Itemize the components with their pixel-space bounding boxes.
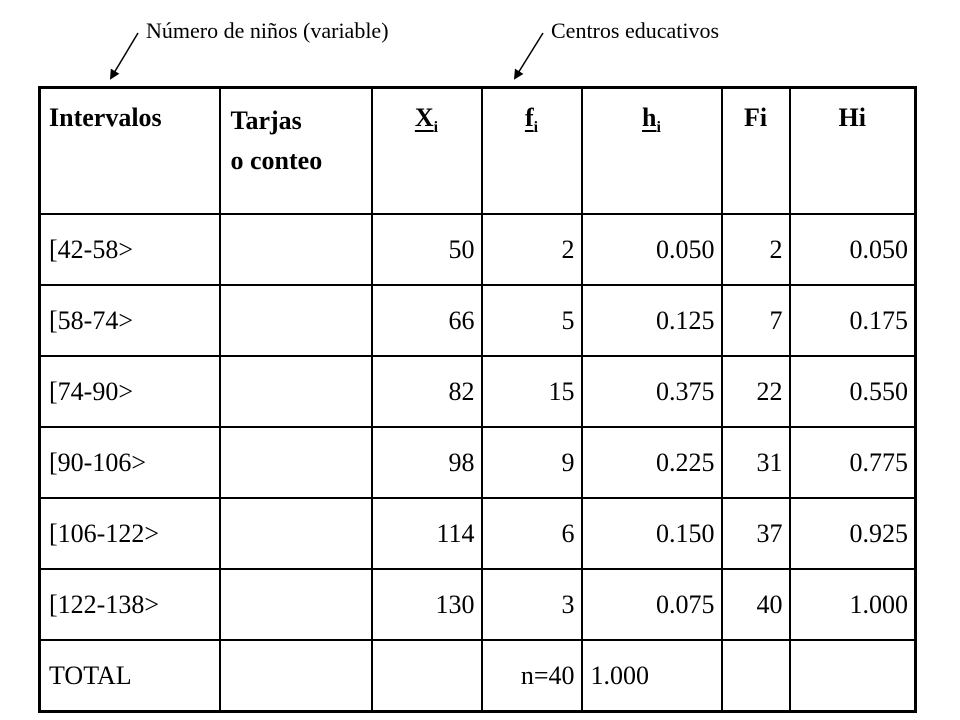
cell-Hi: 0.775	[790, 427, 916, 498]
table-row	[40, 285, 916, 356]
cell-fi: 3	[482, 569, 582, 640]
cell-Hi: 0.550	[790, 356, 916, 427]
cell-hi: 0.225	[582, 427, 722, 498]
cell-fi: 9	[482, 427, 582, 498]
table-row	[40, 214, 916, 285]
cell-hi: 0.050	[582, 214, 722, 285]
header-fi-base: f	[524, 103, 534, 132]
cell-Hi: 0.050	[790, 214, 916, 285]
cell-xi: 82	[372, 356, 482, 427]
header-Fi-cumulative: Fi	[722, 88, 790, 215]
header-tarjas-line1: Tarjas	[230, 106, 302, 135]
header-hi-lower	[582, 88, 722, 215]
header-xi-base: X	[414, 103, 434, 132]
cell-total-Hi	[790, 640, 916, 712]
cell-tarjas	[220, 285, 372, 356]
cell-Fi: 40	[722, 569, 790, 640]
cell-hi: 0.075	[582, 569, 722, 640]
cell-interval: [74-90>	[40, 356, 220, 427]
table-row	[40, 427, 916, 498]
table-row	[40, 569, 916, 640]
cell-interval: [58-74>	[40, 285, 220, 356]
cell-fi: 15	[482, 356, 582, 427]
cell-total-label: TOTAL	[40, 640, 220, 712]
header-xi-sub: i	[433, 119, 439, 137]
table-row	[40, 356, 916, 427]
cell-interval: [106-122>	[40, 498, 220, 569]
cell-tarjas	[220, 214, 372, 285]
cell-Fi: 22	[722, 356, 790, 427]
cell-xi: 50	[372, 214, 482, 285]
cell-Hi: 0.925	[790, 498, 916, 569]
arrow-to-intervals	[111, 33, 138, 78]
cell-tarjas	[220, 356, 372, 427]
cell-Fi: 2	[722, 214, 790, 285]
cell-Fi: 31	[722, 427, 790, 498]
header-hi-base: h	[642, 103, 657, 132]
cell-Hi: 1.000	[790, 569, 916, 640]
header-Hi-cumulative: Hi	[790, 88, 916, 215]
cell-Fi: 37	[722, 498, 790, 569]
table-row	[40, 498, 916, 569]
total-row	[40, 640, 916, 712]
cell-tarjas	[220, 498, 372, 569]
cell-total-hi: 1.000	[582, 640, 722, 712]
cell-total-fi: n=40	[482, 640, 582, 712]
cell-xi: 98	[372, 427, 482, 498]
cell-total-xi	[372, 640, 482, 712]
cell-interval: [122-138>	[40, 569, 220, 640]
cell-fi: 6	[482, 498, 582, 569]
frequency-table	[38, 86, 917, 713]
cell-xi: 130	[372, 569, 482, 640]
header-row	[40, 88, 916, 215]
cell-tarjas	[220, 569, 372, 640]
cell-tarjas	[220, 427, 372, 498]
cell-xi: 66	[372, 285, 482, 356]
cell-Fi: 7	[722, 285, 790, 356]
cell-xi: 114	[372, 498, 482, 569]
header-intervalos: Intervalos	[40, 88, 220, 215]
cell-hi: 0.375	[582, 356, 722, 427]
cell-Hi: 0.175	[790, 285, 916, 356]
header-tarjas	[220, 88, 372, 215]
header-tarjas-line2: o conteo	[230, 146, 323, 175]
header-xi	[372, 88, 482, 215]
arrow-to-fi	[515, 33, 543, 78]
header-hi-sub: i	[656, 119, 661, 137]
cell-hi: 0.125	[582, 285, 722, 356]
cell-interval: [90-106>	[40, 427, 220, 498]
cell-total-tarjas	[220, 640, 372, 712]
cell-interval: [42-58>	[40, 214, 220, 285]
cell-total-Fi	[722, 640, 790, 712]
header-fi-sub: i	[533, 119, 539, 137]
cell-hi: 0.150	[582, 498, 722, 569]
header-fi-lower	[482, 88, 582, 215]
cell-fi: 2	[482, 214, 582, 285]
cell-fi: 5	[482, 285, 582, 356]
annotation-variable: Número de niños (variable)	[146, 18, 389, 43]
annotation-centers: Centros educativos	[551, 18, 720, 43]
